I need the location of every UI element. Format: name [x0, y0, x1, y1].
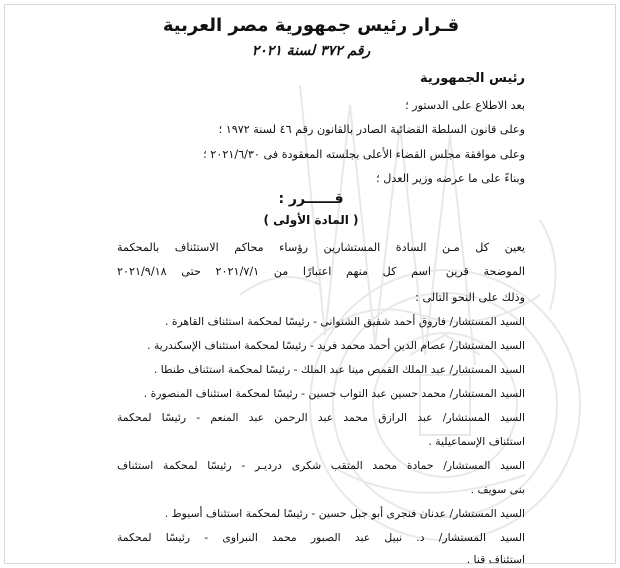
appointment-line: السيد المستشار/ عدنان فنجرى أبو جبل حسين - رئيسًا لمحكمة استئناف أسيوط .	[164, 507, 525, 520]
appointment-continuation: استئناف قنا .	[466, 553, 525, 564]
article-heading: ( المادة الأولى )	[263, 213, 359, 227]
decree-title: قـرار رئيس جمهورية مصر العربية	[162, 15, 460, 36]
appointment-line: السيد المستشار/ عبد الملك القمص مينا عبد الملك - رئيسًا لمحكمة استئناف طنطا .	[153, 363, 525, 376]
appointment-line: السيد المستشار/ عبد الرازق محمد عبد الرحمن عبد المنعم - رئيسًا لمحكمة	[117, 411, 525, 424]
article-text-line: وذلك على النحو التالى :	[415, 291, 525, 304]
preamble-line: بعد الاطلاع على الدستور ؛	[405, 99, 525, 112]
appointment-line: السيد المستشار/ فاروق أحمد شفيق الشنوانى - رئيسًا لمحكمة استئناف القاهرة .	[164, 315, 525, 328]
appointment-line: السيد المستشار/ حمادة محمد المتقب شكرى درديـر - رئيسًا لمحكمة استئناف	[117, 459, 525, 472]
preamble-line: وعلى موافقة مجلس القضاء الأعلى بجلسته المعقودة فى ٢٠٢١/٦/٣٠ ؛	[203, 148, 525, 161]
president-heading: رئيس الجمهورية	[420, 71, 525, 86]
decree-number: رقم ٣٧٢ لسنة ٢٠٢١	[251, 43, 371, 59]
appointment-line: السيد المستشار/ عصام الدين أحمد محمد فريد - رئيسًا لمحكمة استئناف الإسكندرية .	[147, 339, 525, 352]
appointment-continuation: بنى سويف .	[470, 483, 525, 496]
preamble-line: وبناءً على ما عرضه وزير العدل ؛	[376, 172, 525, 185]
article-text-line: يعين كل مـن السادة المستشارين رؤساء محاكم الاستئناف بالمحكمة	[117, 241, 525, 254]
decree-document	[5, 5, 616, 564]
article-text-line: الموضحة قرين اسم كل منهم اعتبارًا من ٢٠٢١/٧/١ حتى ٢٠٢١/٩/١٨	[117, 265, 525, 278]
appointment-continuation: استئناف الإسماعيلية .	[428, 435, 525, 448]
preamble-line: وعلى قانون السلطة القضائية الصادر بالقانون رقم ٤٦ لسنة ١٩٧٢ ؛	[218, 123, 525, 136]
document-page	[4, 4, 616, 564]
appointment-line: السيد المستشار/ د. نبيل عبد الصبور محمد النبراوى - رئيسًا لمحكمة	[117, 531, 525, 544]
decree-label: قــــــرر :	[278, 191, 344, 207]
appointment-line: السيد المستشار/ محمد حسين عبد التواب حسين - رئيسًا لمحكمة استئناف المنصورة .	[143, 387, 525, 400]
